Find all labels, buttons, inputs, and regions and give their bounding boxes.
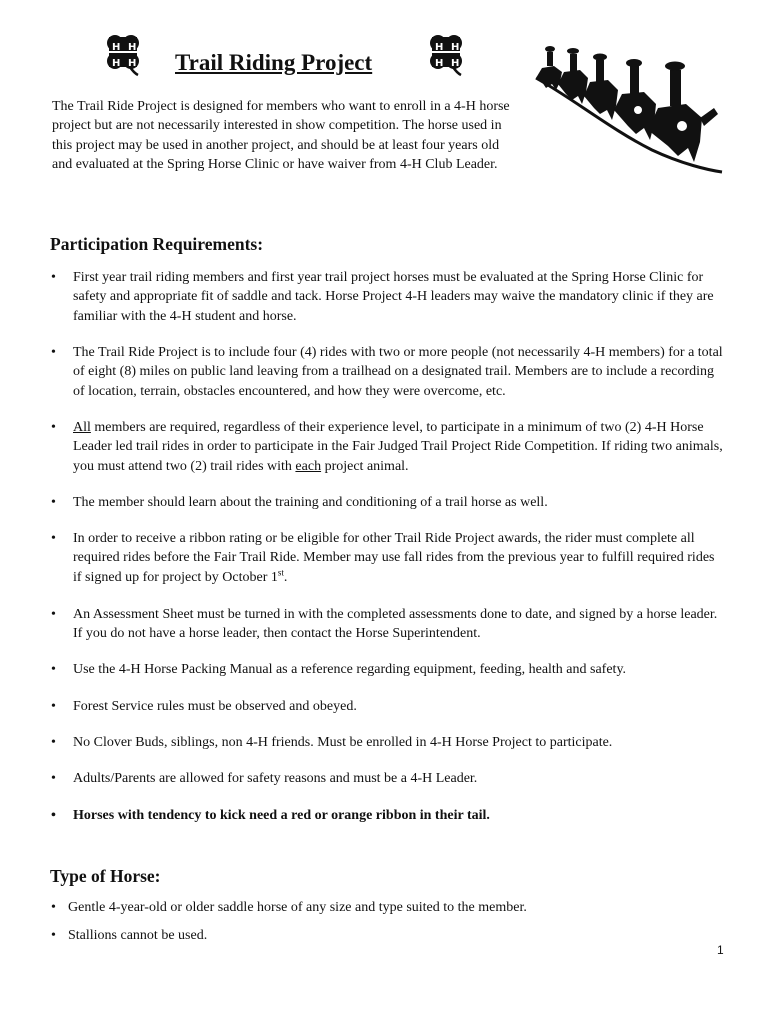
list-item: • In order to receive a ribbon rating or be eligible for other Trail Ride Project awards, the rider must complete all required rides before the Fair Trail Ride. Member may use fall rides from the previous year to fulfill required rides if signed up for project by October 1st. <box>51 531 715 585</box>
list-item: • Forest Service rules must be observed and obeyed. <box>51 699 357 714</box>
svg-text:H: H <box>128 58 137 69</box>
list-item: • First year trail riding members and first year trail project horses must be evaluated at the Spring Horse Clinic for safety and appropriate fit of saddle and tack. Horse Project 4-H leaders may waive the mandatory clinic if they are familiar with the 4-H student and horse. <box>51 270 714 324</box>
list-item: • Adults/Parents are allowed for safety reasons and must be a 4-H Leader. <box>51 771 478 786</box>
page-title: Trail Riding Project <box>175 50 373 75</box>
svg-text:H: H <box>435 58 444 69</box>
intro-paragraph: The Trail Ride Project is designed for members who want to enroll in a 4-H horse project but are not necessarily interested in show competition. The horse used in this project may be used in another project, and should be at least four years old and evaluated at the Spring Horse Clinic or have waiver from 4-H Club Leader. <box>52 99 510 173</box>
list-item: • All members are required, regardless of their experience level, to participate in a minimum of two (2) 4-H Horse Leader led trail rides in order to participate in the Fair Judged Trail Project Ride Competition. If riding two animals, you must attend two (2) trail rides with each project animal. <box>51 420 723 474</box>
list-item: • Gentle 4-year-old or older saddle horse of any size and type suited to the member. <box>51 900 527 915</box>
svg-text:H: H <box>128 42 137 53</box>
horse-riders-silhouette-icon <box>532 38 724 174</box>
four-leaf-clover-icon <box>100 31 146 77</box>
list-item: • Horses with tendency to kick need a red or orange ribbon in their tail. <box>51 808 490 823</box>
list-item: • The Trail Ride Project is to include four (4) rides with two or more people (not necessarily 4-H members) for a total of eight (8) miles on public land leaving from a trailhead on a designated trail. Members are to include a recording of location, terrain, obstacles encountered, and how they were overcome, etc. <box>51 345 723 399</box>
svg-text:H: H <box>451 58 460 69</box>
svg-text:H: H <box>112 58 121 69</box>
participation-heading: Participation Requirements: <box>50 234 264 254</box>
svg-text:H: H <box>451 42 460 53</box>
list-item: • The member should learn about the training and conditioning of a trail horse as well. <box>51 495 548 510</box>
list-item: • Use the 4-H Horse Packing Manual as a reference regarding equipment, feeding, health and safety. <box>51 662 627 677</box>
list-item: • An Assessment Sheet must be turned in with the completed assessments done to date, and signed by a horse leader. If you do not have a horse leader, then contact the Horse Superintendent. <box>51 607 718 642</box>
list-item: • No Clover Buds, siblings, non 4-H friends. Must be enrolled in 4-H Horse Project to participate. <box>51 735 613 750</box>
svg-text:H: H <box>435 42 444 53</box>
svg-text:H: H <box>112 42 121 53</box>
horse-type-heading: Type of Horse: <box>50 866 161 886</box>
list-item: • Stallions cannot be used. <box>51 928 208 943</box>
four-leaf-clover-icon <box>423 31 469 77</box>
page-number: 1 <box>717 943 724 957</box>
